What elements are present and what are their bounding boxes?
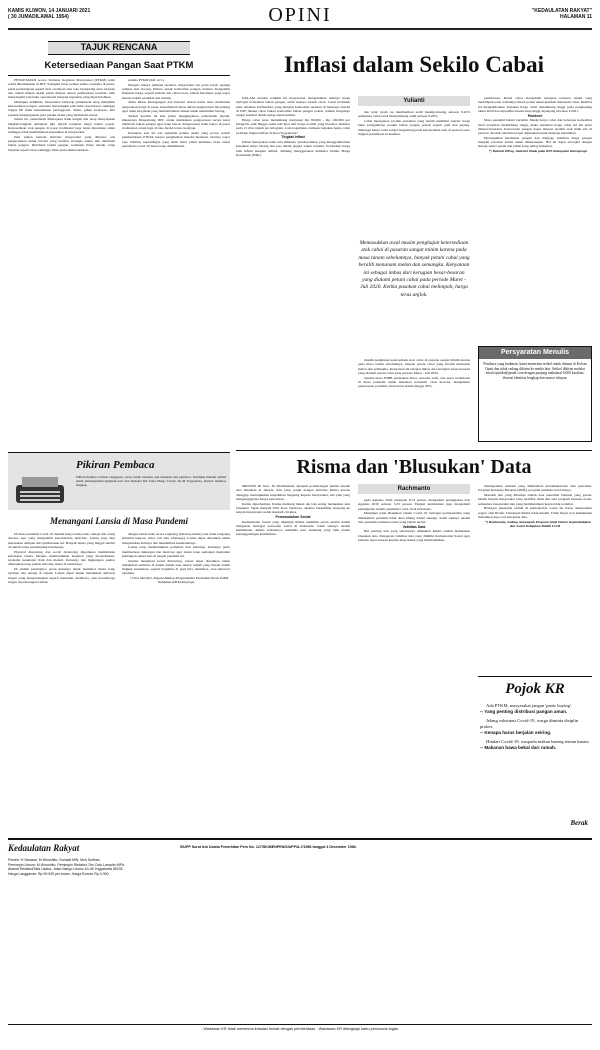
menulis-title-bar xyxy=(479,347,591,359)
masthead-line: Harga Langganan: Rp 99.000 per bulan. Harga Eceran Rp 4.000. xyxy=(8,871,110,876)
pojok-box xyxy=(478,676,592,832)
masthead-line: Pemimpin Umum: M Wonohito. Pemimpin Redaksi: Drs Octo Lampito MPd. xyxy=(8,862,125,867)
header-rule xyxy=(8,28,592,30)
risma-col2 xyxy=(358,498,470,832)
paragraph: selama PTKM (KR 12/1). xyxy=(128,78,165,82)
header-date-line2: ( 30 JUMADILAWAL 1954) xyxy=(8,14,69,20)
header-paper-name: "KEDAULATAN RAKYAT" xyxy=(531,8,592,14)
masthead-line: Alamat Redaksi/Tata Usaha: Jalan Margo Utomo 40-46 Yogyakarta 55232. xyxy=(8,867,124,872)
tajuk-box xyxy=(8,38,230,446)
pembaca-info: Pikiran Pembaca tulisan tanggapan, saran, kritik, keluhan, dan masukan dari pembaca. Kirimkan melalui alamat email pikiranpembaca@gmail.com atau Redaksi KR Jalan Margo Utomo 40-46 Yogyakarta, disertai identitas lengkap. xyxy=(76,475,226,487)
risma-author: Rachmanto xyxy=(397,486,431,492)
author-note: *) Yulianti MEng. Statistisi Muda pada BPS Kabupaten Kulonprogo xyxy=(488,149,588,153)
paragraph: Selama masa PSBB penurunan hotel, restoran, kafe, dan pasar tradisional di masa pandemi untuk menekan transmisi virus Korona, menjadikan penyerapan produksi cabai turun drastis hingga 90%. xyxy=(358,375,470,388)
paragraph: Dengan adanya jaminan tersebut, masyarakat tak perlu resah, apalagi sampai aksi borong. Bahwa untuk komoditas pangan tertentu mengalami fluktuasi harga, seperti kedelai dan cabai rawit, adalah fenomena yang wajar karena terkait produksi dan musim. xyxy=(122,82,230,100)
tajuk-kicker-text: TAJUK RENCANA xyxy=(80,42,158,52)
paragraph: dengan lansia baik secara langsung (bertatap muka) atau tidak langsung (melalui telepon, video call atau whatsapp). Lansia dapat diarahkan untuk menjalankan hobinya dan memelihara kesehatannya. xyxy=(122,532,230,545)
paragraph: Terkait kondisi ini kita justru mengingatkan pemerintah daerah, khususnya Disperindag DIY, untuk melakukan pengawasan secara ketat distribusi bahan pangan agar tetap lancar. Pengawasan tidak hanya di pasar tradisional, tetapi juga di toko modern dan swalayan. xyxy=(122,113,230,131)
letter-col2 xyxy=(122,532,230,832)
pojok-item: Ada PTKM, masyarakat jangan 'panic buying'. xyxy=(486,703,572,708)
menulis-box xyxy=(478,346,592,442)
subheading: Permasalahan Sosial xyxy=(275,514,311,519)
paragraph: Masa pandemi belum berakhir. Meski harga cabai dan beberapa komoditas hasil pertanian melambung tinggi, maka kenaikan harga cabai ini tak perlu dibesar-besarkan. Kerawanan pangan dapat muncul apabila stok tidak ada di pasaran. Produk substitusi dapat digunakan untuk menjaga kebutuhan. xyxy=(478,118,592,135)
subheading: Pandemi xyxy=(527,113,543,118)
paragraph: Dari sekian banyak aktivitas masyarakat yang dibatasi, ada pengecualian untuk hal-hal yang bersifat strategis antara lain distribusi bahan pangan. Distribusi bahan pangan, termasuk lintas daerah, tetap berjalan seperti biasa sehingga tidak perlu dikhawatirkan. xyxy=(8,134,115,152)
risma-col1 xyxy=(236,484,350,832)
paragraph: pada Agustus 2020 sebanyak 8,74 persen, mengalami peningkatan dari Agustus 2019 sebesar 5,23 persen. Tingkat kemiskinan juga mengalami peningkatan selama pandemi Covid-19 di Indonesia. xyxy=(358,498,470,511)
paragraph: Hal penting lain yang seharusnya dilakukan Risma adalah melakukan blusukan data. Mengecek validitas data yang dimiliki Kementerian Sosial agar bantuan tepat sasaran kepada masyarakat yang membutuhkan. xyxy=(358,529,470,542)
letter-title: Menangani Lansia di Masa Pandemi xyxy=(49,516,189,526)
pembaca-title: Pikiran Pembaca xyxy=(76,459,155,471)
paragraph: PENGETATAN secara Terbatas Kegiatan Masyarakat (PTKM) telah resmi diberlakukan di DIY. Sebagian besar pelaku usaha, terutama di pusat-pusat perbelanjaan seperti mal, swalayan atau toko berjejaring serta restoran dan rumah makan sudah patuh dengan aturan pembatasan tersebut, baik menyangkut jam buka operasional maupun kapasitas yang diperbolehkan. xyxy=(8,78,115,99)
main-author: Yulianti xyxy=(403,98,425,104)
paragraph: Meskipun telah dilakukan vaksin Covid-19, berbagai permasalahan yang diakibatkan pandemi tidak akan hilang dalam sekejap. Salah satunya adalah data penerima bantuan sosial yang belum akurat. xyxy=(358,511,470,524)
masthead-line: Pendiri: H Samawi, M Wonohito, Sumadi MW, Moh Sulthan xyxy=(8,858,100,862)
paragraph: DALAM sebulan terakhir ini masyarakat mengeluhkan naiknya harga berbagai komoditas bahan pangan, salah satunya adalah cabai. Cabai termasuk jenis tanaman hortikultura yang menjadi komoditas andalan di beberapa daerah di DIY. Meski cabai bukan komoditas bahan pangan pokok, namun fungsinya sangat esensial dalam setiap sajian kuliner. xyxy=(236,96,350,117)
main-author-bar xyxy=(358,96,470,106)
pojok-response: -- Kenapa harus berjalan seiring. xyxy=(480,730,552,735)
main-col1 xyxy=(236,96,350,446)
masthead-bottom-rule xyxy=(8,1024,592,1025)
masthead-logo: Kedaulatan Rakyat xyxy=(8,843,80,853)
menulis-title: Persyaratan Menulis xyxy=(500,349,570,356)
paragraph: dan telur ayam ras memberikan andil masing-masing sebesar 0,10% sementara cabai rawit menyumbang andil sebesar 0,06%. xyxy=(358,110,470,119)
main-pull-quote: Memasukkan awal musim penghujan ketersediaan stok cabai di pasaran sangat minim karena pada masa tanam sebelumnya, banyak petani cabai yang beralih menanam melon dan semangka. Kenyataan ini sebagai imbas dari kerugian besar-besaran yang dialami petani cabai pada periode Maret - Juli 2020. Ketika pasokan cabai melimpah, harga terus anjlok. xyxy=(358,240,470,298)
section-title: OPINI xyxy=(268,4,332,26)
paragraph: Ketika diperhatikan, Risma memang bukan tak lain sering melakukan aksi blusukan. Sejak menjadi Wali Kota Surabaya, aksinya berkeliling langsung ke tengah masyarakat sudah menjadi ciri khas. xyxy=(236,501,350,514)
paragraph: Meskipun demikian, masyarakat berharap pemerintah tetap menjamin ketersediaan pangan, terutama menyangkut jam buka operasional, sehingga Satgas PP tidak menemukan pelanggaran. Tentu, pihak swalayan, kita sepakat mengingatkan para pelaku usaha yang mematuhi aturan. xyxy=(8,99,115,117)
paragraph: mendapatkan bantuan yang diakibatkan ketidakakuratan data penerima. Program Keluarga Harapan (PKH), program sembako dan lainnya. xyxy=(478,484,592,493)
paragraph: MENSOS RI baru, Tri Rismaharini, menjadi perbincangan publik setelah aksi blusukan di Jakarta. Ada yang setuju dengan aktivitas Risma karena dianggap menunjukkan kepedulian langsung kepada masyarakat, ada pula yang menganggapnya hanya pencitraan. xyxy=(236,484,350,501)
tajuk-col2 xyxy=(122,78,230,444)
header-date-line1: KAMIS KLIWON, 14 JANUARI 2021 xyxy=(8,8,91,14)
header-paper xyxy=(532,8,592,20)
pojok-response: -- Makanan bawa bekal dari rumah. xyxy=(480,745,557,750)
paragraph: Mewujudkan ketahanan pangan dan menjaga stabilitas harga pangan menjadi prioritas utama untuk dilaksanakan. Hal ini dapat terwujud dengan sinergi antara petani dan pihak yang saling berkaitan. xyxy=(478,135,592,149)
paragraph: Cabai merupakan produk pertanian yang belum memiliki standar harga baku sebagaimana produk bahan pangan pokok seperti padi dan jagung. Sehingga harga cabai sangat bergantung pada ketersediaan stok di pasaran serta tingkat permintaan konsumen. xyxy=(358,119,470,136)
letter-col1 xyxy=(8,532,115,832)
main-col3 xyxy=(478,96,592,342)
paragraph: Lansia tetap membutuhkan perhatian dari keluarga. Keluarga perlu memberikan dukungan dan motivasi agar lansia tetap semangat menjalani kehidupan sehari-hari di tengah pandemi ini. xyxy=(122,545,230,558)
paragraph: Kementerian Sosial yang dipimpin Risma memiliki peran sentral dalam mengatasi berbagai persoalan sosial di Indonesia. Salah satunya adalah kemiskinan. Risma sebenarnya memiliki latar belakang yang baik dalam penanggulangan kemiskinan. xyxy=(236,519,350,537)
paragraph: musim penghujan ketersediaan stok cabai di pasaran sangat minim karena pada masa tanam sebelumnya, banyak petani cabai yang beralih menanam melon dan semangka. Kenyataan ini sebagai imbas dari kerugian besar-besaran yang dialami petani cabai pada periode Maret - Juli 2020. xyxy=(358,358,470,375)
risma-title: Risma dan 'Blusukan' Data xyxy=(296,456,532,478)
paragraph: DI masa pandemi Covid-19, hukum hanya enak-enak, remaja dan orang dewasa saja yang mengalami keterbatasan aktivitas. Lansia juga ikut merasakan dampak dari pembatasan ini. Banyak lansia yang tinggal sendiri di rumah tanpa pendampingan keluarga. xyxy=(8,532,115,549)
masthead-footer: - Wartawan KR tidak menerima imbalan terkait dengan pemberitaan - Wartawan KR dilengkapi kartu pers/surat tugas. xyxy=(201,1027,399,1031)
paragraph: Physical distancing dan social distancing diperlukan memikirkan kelompok lansia. Mereka membutuhkan kegiatan yang menyehatkan, terutama kesehatan fisik dan mental. Keluarga dan lingkungan sekitar diharapkan tetap peduli terhadap lansia di sekitarnya. xyxy=(8,549,115,567)
tajuk-rule xyxy=(8,75,230,76)
paragraph: Berbagai pekerjaan rumah di kementerian sosial ini harus diselesaikan segera oleh Risma. Tantangan Risma tidak mudah. Tidak hanya soal kemiskinan melainkan juga soal ketepatan data. xyxy=(478,506,592,519)
tajuk-col1 xyxy=(8,78,115,444)
header-page-number: HALAMAN 11 xyxy=(560,14,592,20)
pojok-signature: Berak xyxy=(570,819,588,827)
paragraph: permintaan. Petani cabai mengalami kerugian ternyata dalam yang berdampak pada rendahnya minat petani untuk kembali menanam cabai. Realitas ini mengakibatkan lonjakan harga cabai melambung tinggi pada penghujung tahun 2020 dan diprediksi masih tetap tinggi sepanjang triwulan I-2021. xyxy=(478,96,592,113)
masthead-top-rule xyxy=(8,838,592,840)
paragraph: Tentu Dinas Perdagangan dan instansi terkait harus terus memantau pergerakan harga di pasar. Keterlibatan dinas dalam pengawasan ini penting agar tidak ada pihak yang memanfaatkan situasi untuk menimbun barang. xyxy=(122,100,230,113)
subheading: Tingkat Inflasi xyxy=(281,135,305,140)
pojok-items xyxy=(480,703,590,751)
paragraph: Harga cabai terus melambung menyusul Rp 80.000 - Rp 100.000 per kilogram, naik hingga enam kali lipat dari harga normal yang biasanya berkisar pada 15 ribu rupiah per kilogram. Lalu bagaimana dampak lonjakan harga cabai terhadap tingkat inflasi di Kota Yogyakarta? xyxy=(236,117,350,135)
pojok-item: Hindari Covid-19, waspada makan bareng teman kantor. xyxy=(486,739,590,744)
typewriter-icon xyxy=(12,475,68,507)
menulis-text: Pembaca yang budiman, kami menerima artikel untuk dimuat di Kolom Opini dan tidak sedang dikirim ke media lain. Artikel dikirim melalui email opinikr@gmail.com dengan panjang maksimal 6.000 karakter, disertai identitas lengkap dan nomor telepon. xyxy=(483,362,587,380)
masthead-lines xyxy=(8,858,592,1018)
tajuk-kicker xyxy=(48,41,190,55)
main-col2-bottom xyxy=(358,358,470,446)
author-note: *) Rachmanto, Sedang menempuh Program Studi Doktor Kependudukan dan Sosial Kebijakan Politik UGM xyxy=(485,519,591,528)
author-note: *) Dra Merdiyo, Kepala Bidang Pengendalian Penduduk Dinas P4KB Daldukan KB Kulonprogo xyxy=(129,576,229,585)
risma-author-bar xyxy=(358,484,470,494)
main-col2-top xyxy=(358,110,470,182)
main-title: Inflasi dalam Sekilo Cabai xyxy=(283,52,545,77)
paragraph: Selain itu, pemerintah diharapkan tidak lengah dan tetap menyiapkan langkah-langkah antisipasi jika terjadi lonjakan harga bahan pokok. Ketersediaan stok pangan di pasar tradisional juga harus dipastikan aman sehingga tidak menimbulkan kepanikan di masyarakat. xyxy=(8,117,115,134)
subheading: Validitas Data xyxy=(402,524,426,529)
masthead-siupp: SIUPP Surat Izin Usaha Penerbitan Pers No. 127/SK/MENPEN/SIUPP/A.7/1986 tanggal 4 Desember 1986. xyxy=(180,845,357,849)
tajuk-title: Ketersediaan Pangan Saat PTKM xyxy=(44,60,194,71)
risma-top-rule xyxy=(236,450,592,451)
risma-col3 xyxy=(478,484,592,670)
paragraph: Inflasi merupakan salah satu indikator perekonomian yang menggambarkan kenaikan harga barang dan jasa dalam jangka waktu tertentu. Perubahan harga baik inflasi maupun deflasi, dihitung menggunakan indikator Indeks Harga Konsumen (IHK). xyxy=(236,140,350,157)
pojok-item: Jelang vaksinasi Covid-19, warga diminta disiplin prokes. xyxy=(480,718,579,729)
paragraph: Masalah lain yang dihadapi adalah data penerima bantuan yang ganda. Masih banyak masyarakat yang terdaftar lebih dari satu program bantuan sosial, sementara masyarakat lain yang membutuhkan justru tidak terdaftar. xyxy=(478,493,592,506)
paragraph: Selama menjalani sosial distancing, lansia dapat diarahkan untuk melakukan aktivitas di dalam rumah atau sekitar rumah yang masuk dalam lingkup keamanan, seperti berjemur di pagi hari, membaca, atau merawat tanaman. xyxy=(122,558,230,576)
paragraph: Di sinilah pentingnya peran keluarga untuk membuat lansia tetap nyaman dan tenang di rumah. Lansia dapat diajak melakukan aktivitas ringan yang menyenangkan seperti berkebun, membaca, atau berolahraga ringan di pekarangan rumah. xyxy=(8,567,115,584)
pembaca-header xyxy=(8,452,230,510)
pojok-title: Pojok KR xyxy=(505,681,565,697)
paragraph: Kalaupun saat ini ada sejumlah pelaku usaha yang protes terkait pemberlakuan PTKM, karena penghasilan mereka menurun, kiranya wajar saja. Namun, kepentingan yang lebih besar yakni memutus mata rantai penularan Covid-19 harus tetap didahulukan. xyxy=(122,131,230,148)
pojok-response: -- Yang penting distribusi pangan aman. xyxy=(480,709,568,714)
